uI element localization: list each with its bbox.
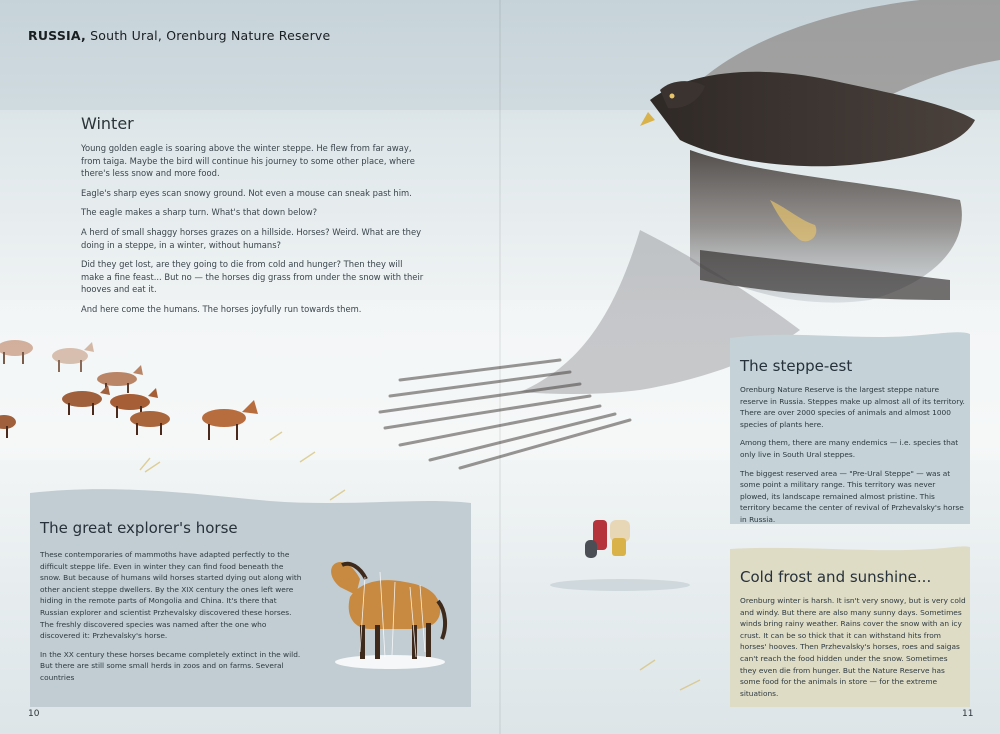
winter-paragraph: And here come the humans. The horses joyfully run towards them.: [81, 303, 362, 314]
winter-paragraph: A herd of small shaggy horses grazes on a hillside. Horses? Weird. What are they doing in a steppe, in a winter, without humans?: [81, 226, 422, 250]
frost-text: [740, 595, 966, 706]
winter-paragraph: Eagle's sharp eyes scan snowy ground. Not even a mouse can sneak past him.: [81, 187, 412, 198]
explorer-horse-box: [30, 487, 471, 707]
frost-paragraph: Orenburg winter is harsh. It isn't very snowy, but is very cold and windy. But there are also many sunny days. Sometimes winds bring rainy weather. Rains cover the snow with an icy crust. It can be so thick that it can withstand hits from horses' hooves. Then Przhevalsky's horses, roes and saigas can't reach the food hidden under the snow. Sometimes they even die from hunger. But the Nature Reserve has some food for the animals in store — for the extreme situations.: [740, 596, 966, 698]
page-number-left: 10: [28, 709, 40, 719]
winter-title: Winter: [81, 114, 134, 133]
steppe-est-box: [730, 330, 970, 524]
page-number-right: 11: [962, 709, 974, 719]
explorer-paragraph: In the XX century these horses became completely extinct in the wild. But there are still some small herds in zoos and on farms. Several countries: [40, 649, 301, 682]
steppe-paragraph: Among them, there are many endemics — i.e. species that only live in South Ural steppes.: [740, 438, 959, 459]
location-header: [28, 28, 330, 43]
steppe-paragraph: The biggest reserved area — "Pre-Ural Steppe" — was at some point a military range. This territory was never plowed, its landscape remained almost pristine. This territory became the center of revival of Przhevalsky's horse in Russia.: [740, 468, 964, 524]
header-country: RUSSIA,: [28, 28, 86, 43]
winter-story: [81, 142, 426, 323]
frost-title: Cold frost and sunshine...: [740, 568, 932, 586]
przhevalsky-horse-illustration: [320, 557, 450, 672]
header-location: South Ural, Orenburg Nature Reserve: [90, 28, 331, 43]
humans-with-sacks: [550, 520, 690, 591]
steppe-title: The steppe-est: [740, 357, 853, 375]
steppe-text: [740, 384, 966, 533]
explorer-text: [40, 549, 302, 691]
winter-paragraph: The eagle makes a sharp turn. What's that down below?: [81, 207, 318, 218]
steppe-paragraph: Orenburg Nature Reserve is the largest steppe nature reserve in Russia. Steppes make up almost all of its territory. There are over 2000 species of animals and almost 1000 species of plants here.: [740, 385, 965, 429]
page-fold: [499, 0, 501, 734]
explorer-paragraph: These contemporaries of mammoths have adapted perfectly to the difficult steppe life. Even in winter they can find food beneath the snow. But because of humans wild horses started dying out along with other ancient steppe dwellers. By the XIX century the ones left were hiding in the remote parts of Mongolia and China. It's there that Russian explorer and scientist Przhevalsky discovered these horses. The freshly discovered species was named after the one who discovered it: Przhevalsky's horse.: [40, 550, 302, 641]
winter-paragraph: Young golden eagle is soaring above the winter steppe. He flew from far away, from taiga. Maybe the bird will continue his journey to some other place, where there's less snow and more food.: [81, 143, 415, 179]
winter-paragraph: Did they get lost, are they going to die from cold and hunger? Then they will make a fine feast... But no — the horses dig grass from under the snow with their hooves and eat it.: [81, 259, 424, 295]
cold-frost-box: [730, 545, 970, 707]
explorer-title: The great explorer's horse: [40, 519, 238, 537]
